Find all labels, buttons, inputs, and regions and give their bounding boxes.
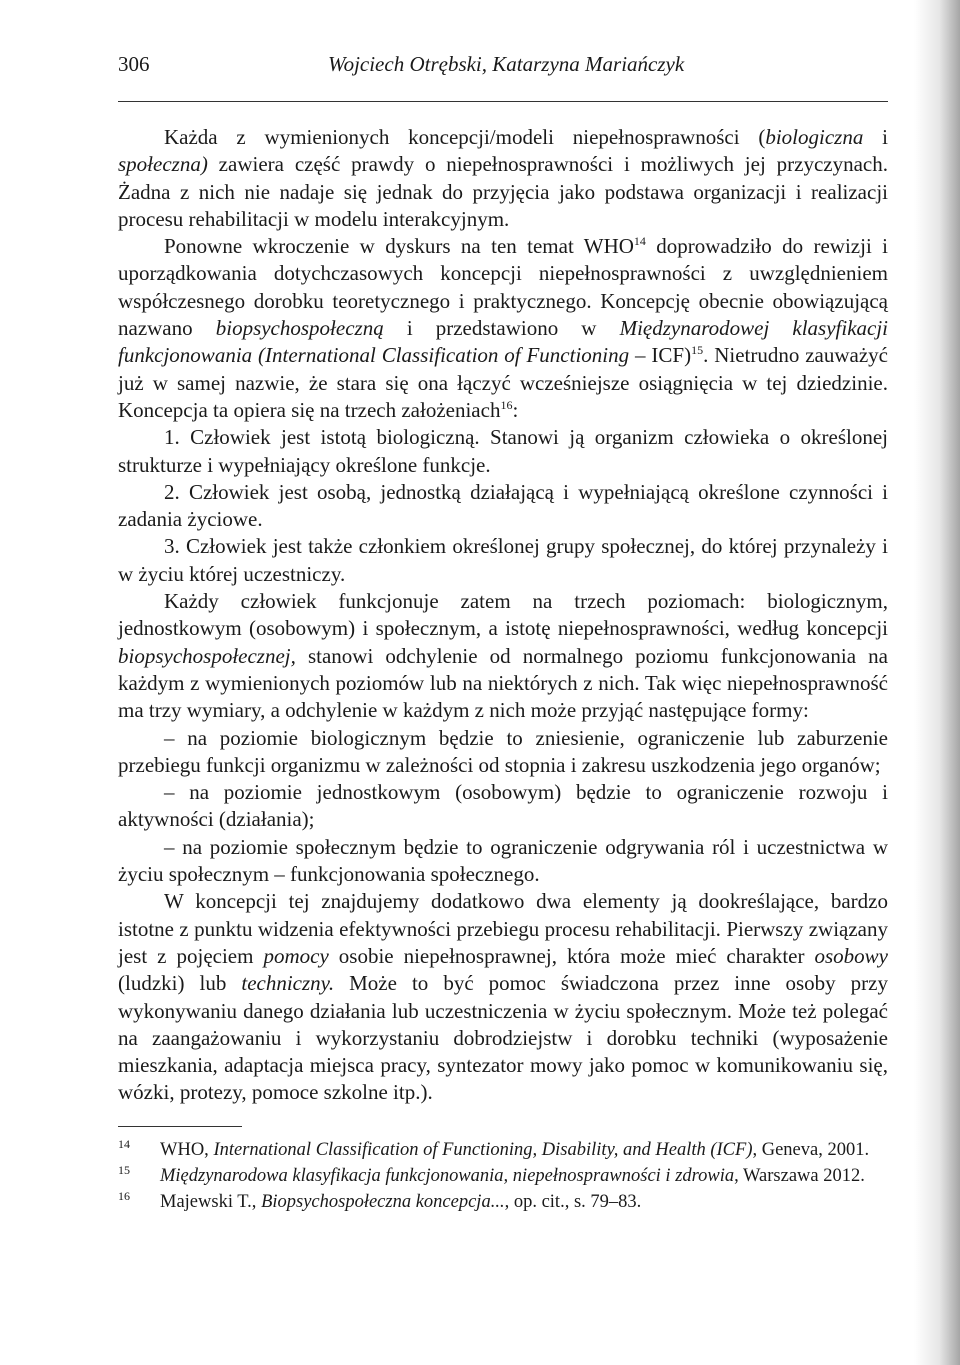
binding-shadow xyxy=(914,0,960,1365)
footnote-15: $^{15}$ Międzynarodowa klasyfikacja funkcjonowania, niepełnosprawności i zdrowia, Warszawa 2012. xyxy=(118,1162,865,1186)
list-item: 2. Człowiek jest osobą, jednostką działającą i wypełniającą określone czynności i zadania życiowe. xyxy=(118,479,888,532)
dash-item: – na poziomie społecznym będzie to ograniczenie odgrywania ról i uczestnictwa w życiu społecznym – funkcjonowania społecznego. xyxy=(118,834,888,887)
list-item: 3. Człowiek jest także członkiem określonej grupy społecznej, do której przynależy i w życiu której uczestniczy. xyxy=(118,534,888,586)
footnotes xyxy=(118,1138,888,1216)
paragraph-1: Każda z wymienionych koncepcji/modeli niepełnosprawności (biologiczna i społeczna) zawiera część prawdy o niepełnosprawności i możliwych jej przyczynach. Żadna z nich nie nadaje się jednak do przyjęcia jako podstawa organizacji i realizacji procesu rehabilitacji w modelu interakcyjnym. xyxy=(118,125,888,231)
running-title-authors: Wojciech Otrębski, Katarzyna Mariańczyk xyxy=(328,52,685,76)
page-number: 306 xyxy=(118,52,150,76)
footnote-ref-15: 15 xyxy=(691,343,704,358)
footnote-16: $^{16}$ Majewski T., Biopsychospołeczna koncepcja..., op. cit., s. 79–83. xyxy=(118,1188,642,1212)
paragraph-2: Ponowne wkroczenie w dyskurs na ten temat WHO$^{14}$ doprowadziło do rewizji i uporządkowania dotychczasowych koncepcji niepełnosprawności z uwzględnieniem współczesnego dorobku teoretycznego i praktycznego. Koncepcję obecnie obowiązującą nazwano biopsychospołeczną i przedstawiono w Międzynarodowej klasyfikacji funkcjonowania (International Classification of Functioning – ICF)$^{15}$. Nietrudno zauważyć już w samej nazwie, że stara się ona łączyć wcześniejsze osiągnięcia w tej dziedzinie. Koncepcja ta opiera się na trzech założeniach$^{16}$: xyxy=(118,234,889,422)
footnote-rule xyxy=(118,1126,242,1127)
main-text xyxy=(118,124,888,1107)
header-rule xyxy=(118,101,888,102)
dash-item: – na poziomie biologicznym będzie to zniesienie, ograniczenie lub zaburzenie przebiegu funkcji organizmu w zależności od stopnia i zakresu uszkodzenia jego organów; xyxy=(118,725,888,777)
footnote-ref-16: 16 xyxy=(500,397,513,412)
dash-item: – na poziomie jednostkowym (osobowym) będzie to ograniczenie rozwoju i aktywności (działania); xyxy=(118,780,888,832)
paragraph-4: W koncepcji tej znajdujemy dodatkowo dwa elementy ją dookreślające, bardzo istotne z punktu widzenia efektywności przebiegu procesu rehabilitacji. Pierwszy związany jest z pojęciem pomocy osobie niepełnosprawnej, która może mieć charakter osobowy (ludzki) lub techniczny. Może to być pomoc świadczona przez inne osoby przy wykonywaniu danego działania lub uczestniczenia w życiu społecznym. Może też polegać na zaangażowaniu i wykorzystaniu dobrodziejstw i dorobku techniki (wyposażenie mieszkania, adaptacja miejsca pracy, syntezator mowy jako pomoc w komunikowaniu się, wózki, protezy, pomoce szkolne itp.). xyxy=(118,889,889,1105)
list-item: 1. Człowiek jest istotą biologiczną. Stanowi ją organizm człowieka o określonej strukturze i wypełniający określone funkcje. xyxy=(118,425,888,477)
running-header xyxy=(118,52,888,92)
footnote-14: $^{14}$ WHO, International Classification of Functioning, Disability, and Health (ICF), Geneva, 2001. xyxy=(118,1136,870,1160)
paragraph-3: Każdy człowiek funkcjonuje zatem na trzech poziomach: biologicznym, jednostkowym (osobowym) i społecznym, a istotę niepełnosprawności, według koncepcji biopsychospołecznej, stanowi odchylenie od normalnego poziomu funkcjonowania na każdym z wymienionych poziomów lub na niektórych z nich. Tak więc niepełnosprawność ma trzy wymiary, a odchylenie w każdym z nich może przyjąć następujące formy: xyxy=(118,589,888,723)
footnote-ref-14: 14 xyxy=(633,234,646,249)
